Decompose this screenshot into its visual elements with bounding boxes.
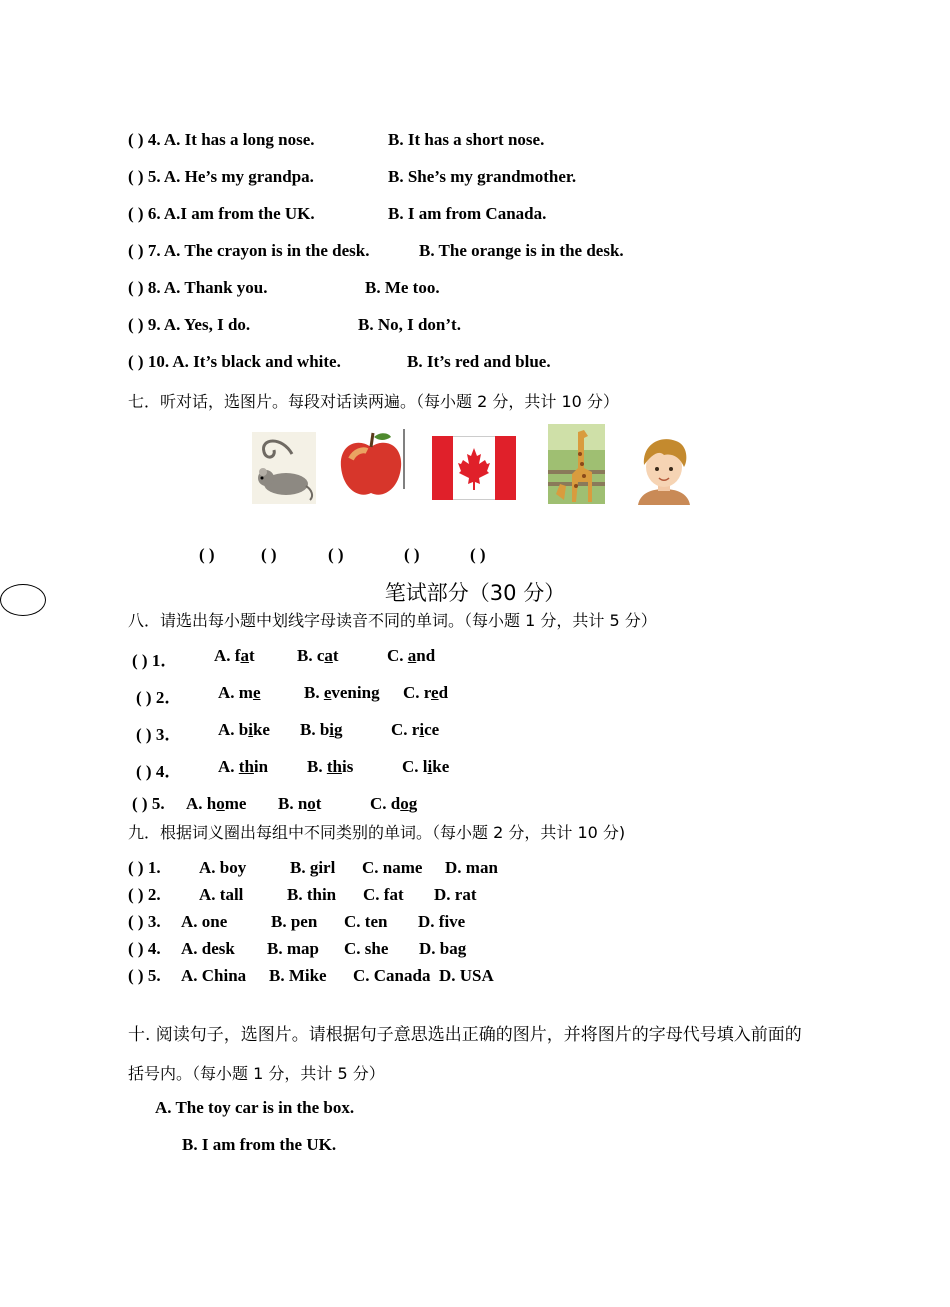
phonics-item-3: [136, 720, 440, 745]
listen-item-9-question: ( ) 9. A. Yes, I do.: [128, 315, 251, 334]
category-item-3-number: ( ) 3.: [128, 912, 161, 931]
listen-item-6-question: ( ) 6. A.I am from the UK.: [128, 204, 315, 223]
listen-item-8-question: ( ) 8. A. Thank you.: [128, 278, 268, 297]
phonics-item-3-option-b: B. big: [300, 720, 343, 739]
phonics-item-2-option-c: C. red: [403, 683, 449, 702]
boy-icon: [632, 435, 696, 505]
category-item-4-option-c: C. she: [344, 939, 389, 958]
phonics-item-1-option-b: B. cat: [297, 646, 339, 665]
listen-item-5: [128, 167, 577, 187]
written-part-title: 笔试部分（30 分）: [384, 581, 566, 605]
picture-answer-bracket-4[interactable]: ( ): [404, 545, 420, 564]
listen-item-9-option-b: B. No, I don’t.: [358, 315, 461, 334]
listen-item-8-option-b: B. Me too.: [365, 278, 440, 297]
listen-item-9: [128, 315, 461, 335]
listen-item-5-option-b: B. She’s my grandmother.: [388, 167, 577, 186]
listen-item-7: [128, 241, 624, 261]
listen-item-4-option-b: B. It has a short nose.: [388, 130, 545, 149]
listen-item-10-option-b: B. It’s red and blue.: [407, 352, 551, 371]
listen-item-4: [128, 130, 545, 150]
phonics-item-5-option-b: B. not: [278, 794, 322, 813]
phonics-item-3-option-a: A. bike: [218, 720, 270, 739]
listen-item-7-option-b: B. The orange is in the desk.: [419, 241, 624, 260]
reading-sentence-b: B. I am from the UK.: [182, 1135, 337, 1154]
listen-item-7-question: ( ) 7. A. The crayon is in the desk.: [128, 241, 370, 260]
phonics-item-4-option-c: C. like: [402, 757, 450, 776]
section-8-heading: 八．请选出每小题中划线字母读音不同的单词。（每小题 1 分，共计 5 分）: [128, 611, 657, 630]
listen-item-10: [128, 352, 551, 372]
listen-item-6: [128, 204, 547, 224]
category-item-3-option-d: D. five: [418, 912, 466, 931]
category-item-1-option-b: B. girl: [290, 858, 336, 877]
phonics-item-1: [132, 646, 436, 671]
section-9-heading: 九．根据词义圈出每组中不同类别的单词。（每小题 2 分，共计 10 分): [128, 823, 626, 842]
phonics-item-2: [136, 683, 449, 708]
listen-item-4-question: ( ) 4. A. It has a long nose.: [128, 130, 315, 149]
phonics-item-4-option-a: A. thin: [218, 757, 269, 776]
category-item-2: [128, 885, 477, 905]
listen-item-6-option-b: B. I am from Canada.: [388, 204, 547, 223]
category-item-3-option-b: B. pen: [271, 912, 318, 931]
category-item-2-number: ( ) 2.: [128, 885, 161, 904]
category-item-1-number: ( ) 1.: [128, 858, 161, 877]
apple-icon: [337, 429, 405, 501]
category-item-4-option-b: B. map: [267, 939, 319, 958]
phonics-item-2-option-b: B. evening: [304, 683, 380, 702]
category-item-3-option-c: C. ten: [344, 912, 388, 931]
category-item-3-option-a: A. one: [181, 912, 228, 931]
phonics-item-1-option-a: A. fat: [214, 646, 255, 665]
phonics-item-4-number: ( ) 4．: [136, 762, 182, 781]
category-item-5-option-a: A. China: [181, 966, 247, 985]
section-10-heading-line-1: 十. 阅读句子，选图片。请根据句子意思选出正确的图片，并将图片的字母代号填入前面的: [128, 1025, 802, 1045]
picture-answer-bracket-2[interactable]: ( ): [261, 545, 277, 564]
reading-sentence-a: A. The toy car is in the box.: [155, 1098, 355, 1117]
phonics-item-1-option-c: C. and: [387, 646, 436, 665]
category-item-1-option-c: C. name: [362, 858, 423, 877]
phonics-item-1-number: ( ) 1．: [132, 651, 178, 670]
mouse-icon: [252, 432, 316, 504]
phonics-item-5-option-c: C. dog: [370, 794, 418, 813]
category-item-1-option-a: A. boy: [199, 858, 247, 877]
section-10-heading-line-2: 括号内。（每小题 1 分，共计 5 分）: [128, 1064, 385, 1083]
picture-answer-bracket-1[interactable]: ( ): [199, 545, 215, 564]
listen-item-8: [128, 278, 440, 298]
category-item-5-option-c: C. Canada: [353, 966, 431, 985]
category-item-5: [128, 966, 494, 986]
category-item-4-option-a: A. desk: [181, 939, 235, 958]
canada-flag-icon: [432, 436, 516, 500]
category-item-4: [128, 939, 467, 959]
phonics-item-5-number: ( ) 5.: [132, 794, 165, 813]
giraffe-icon: [548, 424, 605, 504]
category-item-5-option-d: D. USA: [439, 966, 494, 985]
category-item-2-option-a: A. tall: [199, 885, 244, 904]
category-item-4-number: ( ) 4.: [128, 939, 161, 958]
category-item-2-option-c: C. fat: [363, 885, 404, 904]
category-item-3: [128, 912, 466, 932]
section-7-heading: 七．听对话，选图片。每段对话读两遍。（每小题 2 分，共计 10 分）: [128, 392, 619, 411]
phonics-item-4-option-b: B. this: [307, 757, 354, 776]
category-item-5-option-b: B. Mike: [269, 966, 327, 985]
category-item-1-option-d: D. man: [445, 858, 498, 877]
phonics-item-2-number: ( ) 2．: [136, 688, 182, 707]
category-item-4-option-d: D. bag: [419, 939, 467, 958]
category-item-2-option-d: D. rat: [434, 885, 477, 904]
phonics-item-3-option-c: C. rice: [391, 720, 440, 739]
category-item-1: [128, 858, 498, 878]
picture-answer-bracket-5[interactable]: ( ): [470, 545, 486, 564]
phonics-item-2-option-a: A. me: [218, 683, 261, 702]
phonics-item-3-number: ( ) 3．: [136, 725, 182, 744]
category-item-5-number: ( ) 5.: [128, 966, 161, 985]
phonics-item-4: [136, 757, 450, 782]
phonics-item-5: [132, 794, 418, 814]
category-item-2-option-b: B. thin: [287, 885, 337, 904]
phonics-item-5-option-a: A. home: [186, 794, 247, 813]
listen-item-10-question: ( ) 10. A. It’s black and white.: [128, 352, 341, 371]
picture-answer-bracket-3[interactable]: ( ): [328, 545, 344, 564]
listen-item-5-question: ( ) 5. A. He’s my grandpa.: [128, 167, 314, 186]
